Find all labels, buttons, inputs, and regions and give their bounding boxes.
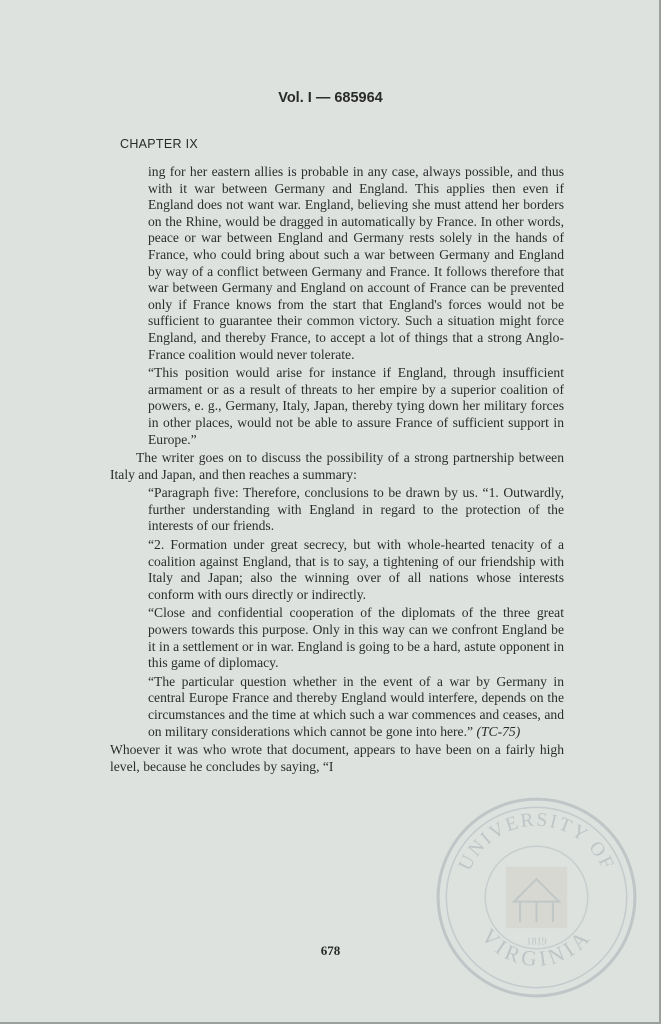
page-number: 678 — [320, 943, 341, 958]
paragraph: “This position would arise for instance if England, through insufficient armament or as a result of threats to her empire by a superior coalition of powers, e. g., Germany, Italy, Japan, thereby tying down her military forces in other places, would not be able to assure France of sufficient support in Europe.” — [148, 365, 564, 447]
paragraph: Whoever it was who wrote that document, appears to have been on a fairly high level, because he concludes by saying, “I — [110, 742, 564, 774]
page-header: Vol. I — 685964 — [278, 90, 383, 106]
paragraph: ing for her eastern allies is probable in any case, always possible, and thus with it war between Germany and England. This applies then even if England does not want war. England, believing she must attend her borders on the Rhine, would be dragged in automatically by France. In other words, peace or war between England and Germany rests solely in the hands of France, who could bring about such a war between Germany and England by way of a conflict between Germany and France. It follows therefore that war between Germany and England on account of France can be prevented only if France knows from the start that England's forces would not be sufficient to guarantee their common victory. Such a situation might force England, and thereby France, to accept a lot of things that a strong Anglo-France coalition would never tolerate. — [148, 164, 564, 362]
paragraph: “2. Formation under great secrecy, but with whole-hearted tenacity of a coalition against England, that is to say, a tightening of our friendship with Italy and Japan; also the winning over of all nations whose interests conform with ours directly or indirectly. — [148, 537, 564, 602]
body-text — [110, 164, 564, 777]
paragraph: The writer goes on to discuss the possibility of a strong partnership between Italy and Japan, and then reaches a summary: — [110, 450, 564, 482]
paragraph: “Close and confidential cooperation of the diplomats of the three great powers towards this purpose. Only in this way can we confront England be it in a settlement or in war. England is going to be a hard, astute opponent in this game of diplomacy. — [148, 605, 564, 671]
svg-text:UNIVERSITY OF: UNIVERSITY OF — [454, 809, 619, 874]
paragraph: “The particular question whether in the event of a war by Germany in central Europe France and thereby England would interfere, depends on the circumstances and the time at which such a war commences and ceases, and on military considerations which cannot be gone into here.” (TC-75) — [148, 673, 564, 739]
svg-text:VIRGINIA: VIRGINIA — [476, 923, 597, 972]
citation: (TC-75) — [476, 723, 521, 739]
university-seal-icon — [434, 795, 639, 1000]
chapter-heading: CHAPTER IX — [120, 137, 199, 151]
paragraph: “Paragraph five: Therefore, conclusions to be drawn by us. “1. Outwardly, further understanding with England in regard to the protection of the interests of our friends. — [148, 485, 564, 534]
svg-text:1819: 1819 — [526, 936, 547, 948]
